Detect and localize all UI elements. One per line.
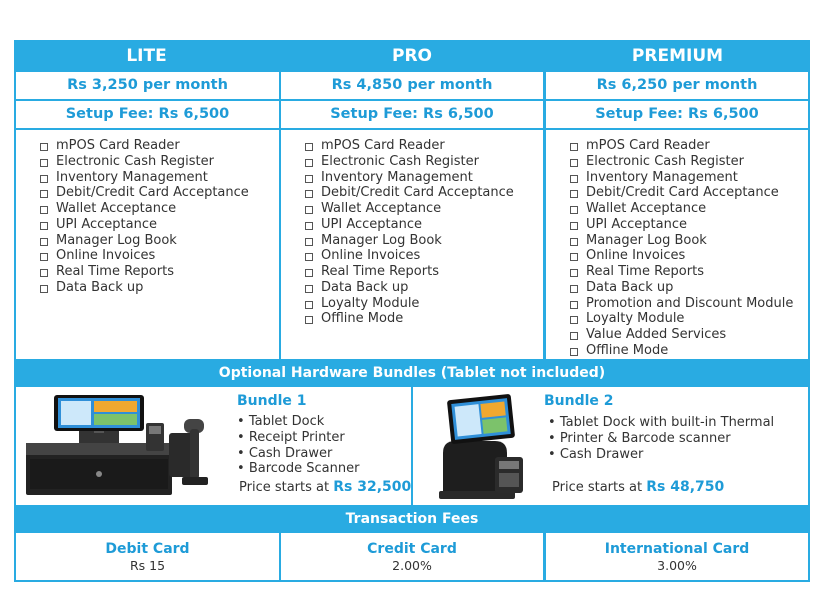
list-item: • Tablet Dock	[237, 414, 359, 430]
fee-value: Rs 15	[129, 558, 166, 573]
list-item: Debit/Credit Card Acceptance	[570, 185, 808, 201]
plan-header-premium: PREMIUM	[631, 46, 724, 66]
pricing-table	[14, 40, 810, 582]
list-item: Online Invoices	[305, 248, 543, 264]
list-item: Real Time Reports	[305, 264, 543, 280]
list-item: Offline Mode	[570, 343, 808, 359]
price-amount: Rs 32,500	[333, 479, 412, 495]
list-item: Wallet Acceptance	[305, 201, 543, 217]
feature-list	[546, 130, 808, 359]
price-prefix: Price starts at	[552, 480, 643, 495]
list-item: Electronic Cash Register	[305, 154, 543, 170]
list-item: Electronic Cash Register	[570, 154, 808, 170]
list-item: Manager Log Book	[40, 233, 279, 249]
bundle-1	[16, 387, 411, 505]
list-item: UPI Acceptance	[570, 217, 808, 233]
features-pro	[281, 130, 543, 359]
list-item: Debit/Credit Card Acceptance	[40, 185, 279, 201]
list-item: mPOS Card Reader	[305, 138, 543, 154]
list-item: Data Back up	[570, 280, 808, 296]
fee-debit-card	[16, 533, 279, 580]
bundle-2	[413, 387, 808, 505]
list-item: Offline Mode	[305, 311, 543, 327]
plan-price-premium: Rs 6,250 per month	[546, 72, 808, 99]
bundle-2-title: Bundle 2	[544, 393, 614, 409]
plan-header-lite: LITE	[126, 46, 167, 66]
plan-price-pro: Rs 4,850 per month	[281, 72, 543, 99]
list-item: Loyalty Module	[305, 296, 543, 312]
setup-fee-pro: Setup Fee: Rs 6,500	[281, 101, 543, 128]
list-item: • Printer & Barcode scanner	[548, 431, 774, 447]
features-premium	[546, 130, 808, 359]
bundle-1-price	[239, 479, 411, 495]
list-item: Loyalty Module	[570, 311, 808, 327]
fee-credit-card	[281, 533, 543, 580]
fee-value: 2.00%	[392, 558, 432, 573]
list-item: Debit/Credit Card Acceptance	[305, 185, 543, 201]
list-item: mPOS Card Reader	[40, 138, 279, 154]
fee-value: 3.00%	[657, 558, 697, 573]
fee-name: International Card	[604, 541, 750, 557]
fee-international-card	[546, 533, 808, 580]
list-item: Wallet Acceptance	[40, 201, 279, 217]
plan-price-lite: Rs 3,250 per month	[16, 72, 279, 99]
bundle-1-items	[237, 414, 359, 477]
setup-fee-premium: Setup Fee: Rs 6,500	[546, 101, 808, 128]
list-item: Data Back up	[305, 280, 543, 296]
list-item: Wallet Acceptance	[570, 201, 808, 217]
features-lite	[16, 130, 279, 359]
hardware-bundles-title: Optional Hardware Bundles (Tablet not included)	[218, 365, 606, 381]
setup-fee-lite: Setup Fee: Rs 6,500	[16, 101, 279, 128]
feature-list	[281, 130, 543, 327]
fee-name: Debit Card	[105, 541, 190, 557]
list-item: Online Invoices	[570, 248, 808, 264]
list-item: • Barcode Scanner	[237, 461, 359, 477]
transaction-fees-title: Transaction Fees	[345, 511, 479, 527]
bundle-2-price	[552, 479, 724, 495]
list-item: Data Back up	[40, 280, 279, 296]
list-item: Inventory Management	[40, 170, 279, 186]
price-prefix: Price starts at	[239, 480, 330, 495]
list-item: Real Time Reports	[570, 264, 808, 280]
fee-name: Credit Card	[367, 541, 457, 557]
list-item: Value Added Services	[570, 327, 808, 343]
list-item: Manager Log Book	[570, 233, 808, 249]
plan-header-pro: PRO	[391, 46, 432, 66]
bundle-2-items	[548, 415, 774, 462]
list-item: Online Invoices	[40, 248, 279, 264]
list-item: Manager Log Book	[305, 233, 543, 249]
list-item: Inventory Management	[305, 170, 543, 186]
list-item: • Cash Drawer	[237, 446, 359, 462]
list-item: Real Time Reports	[40, 264, 279, 280]
list-item: Promotion and Discount Module	[570, 296, 808, 312]
list-item: • Tablet Dock with built-in Thermal	[548, 415, 774, 431]
list-item: • Cash Drawer	[548, 447, 774, 463]
price-amount: Rs 48,750	[646, 479, 725, 495]
list-item: Inventory Management	[570, 170, 808, 186]
hardware-bundle-2-image	[435, 391, 545, 503]
list-item: Electronic Cash Register	[40, 154, 279, 170]
list-item: UPI Acceptance	[305, 217, 543, 233]
list-item: UPI Acceptance	[40, 217, 279, 233]
bundle-1-title: Bundle 1	[237, 393, 307, 409]
feature-list	[16, 130, 279, 296]
list-item: • Receipt Printer	[237, 430, 359, 446]
list-item: mPOS Card Reader	[570, 138, 808, 154]
hardware-bundle-1-image	[24, 393, 229, 505]
